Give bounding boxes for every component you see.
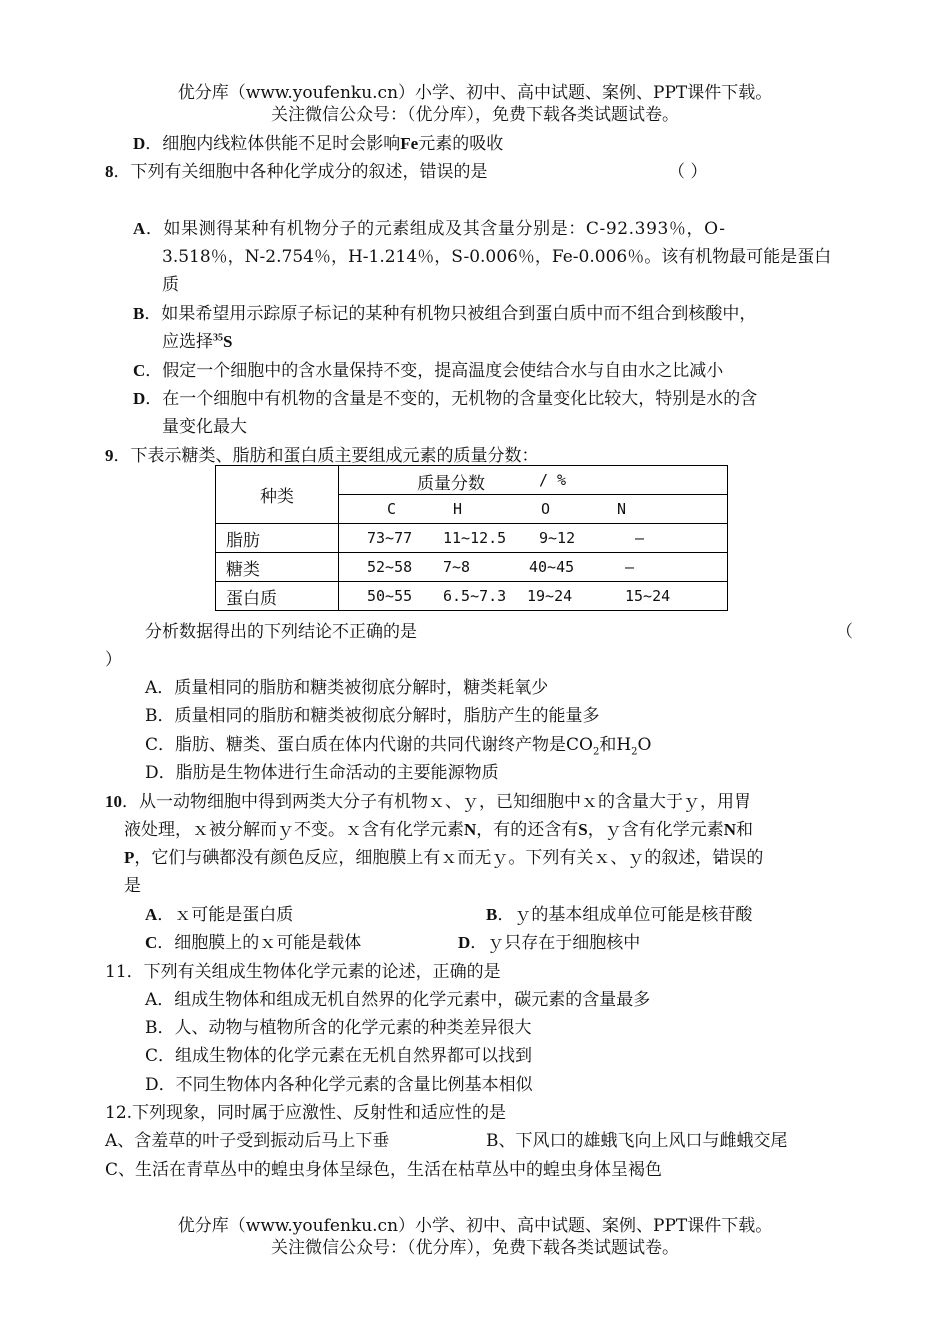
option-letter: C <box>145 1046 159 1066</box>
question-number: 11 <box>105 962 127 982</box>
q8-option-a-line2: 3.518％，N-2.754％，H-1.214％，S-0.006％，Fe-0.006％。该有机物最可能是蛋白 <box>162 247 832 267</box>
table-row <box>216 553 728 582</box>
question-8-stem: 8．下列有关细胞中各种化学成分的叙述，错误的是 <box>105 162 488 182</box>
question-number: 9 <box>105 446 114 465</box>
option-letter: C <box>133 361 146 380</box>
column-header: O <box>541 500 551 518</box>
q10-line1: 10．从一动物细胞中得到两类大分子有机物ｘ、ｙ，已知细胞中ｘ的含量大于ｙ，用胃 <box>105 792 751 812</box>
q8-option-a-line3: 质 <box>162 275 179 295</box>
table-cell: 9~12 <box>539 529 576 547</box>
q9-option-c: C．脂肪、糖类、蛋白质在体内代谢的共同代谢终产物是$CO_2$和$H_2O$ <box>145 735 652 758</box>
q8-option-a-line1: A．如果测得某种有机物分子的元素组成及其含量分别是：C-92.393％，O- <box>133 219 726 239</box>
q9-option-b: B．质量相同的脂肪和糖类被彻底分解时，脂肪产生的能量多 <box>145 706 600 726</box>
q12-option-c: C、生活在青草丛中的蝗虫身体呈绿色，生活在枯草丛中的蝗虫身体呈褐色 <box>105 1160 663 1180</box>
table-row <box>216 582 728 611</box>
q9-option-d: D．脂肪是生物体进行生命活动的主要能源物质 <box>145 763 499 783</box>
column-header: C <box>387 500 397 518</box>
q11-option-d: D．不同生物体内各种化学元素的含量比例基本相似 <box>145 1075 533 1095</box>
row-label: 脂肪 <box>216 524 339 553</box>
option-letter: D <box>458 933 471 952</box>
q11-option-c: C．组成生物体的化学元素在无机自然界都可以找到 <box>145 1046 533 1066</box>
isotope-mass: 35 <box>213 332 223 344</box>
row-label: 糖类 <box>216 553 339 582</box>
table-cell: 73~77 <box>367 529 413 547</box>
q12-option-b: B、下风口的雄蛾飞向上风口与雌蛾交尾 <box>486 1131 788 1151</box>
table-cell: 11~12.5 <box>443 529 507 547</box>
question-number: 10 <box>105 792 122 811</box>
table-cell: 50~55 <box>367 587 413 605</box>
option-letter: B <box>145 706 158 726</box>
question-number: 8 <box>105 162 114 181</box>
option-letter: D <box>145 763 159 783</box>
option-letter: D <box>133 134 146 153</box>
q10-option-a: A．ｘ可能是蛋白质 <box>145 905 294 925</box>
table-cell: — <box>635 529 645 547</box>
option-letter: B <box>486 905 498 924</box>
question-11-stem: 11．下列有关组成生物体化学元素的论述，正确的是 <box>105 962 501 982</box>
table-cell: 40~45 <box>529 558 575 576</box>
q10-option-d: D．ｙ只存在于细胞核中 <box>458 933 641 953</box>
header-line-2: 关注微信公众号：（优分库），免费下载各类试题试卷。 <box>271 105 679 125</box>
prev-option-d: D．细胞内线粒体供能不足时会影响Fe元素的吸收 <box>133 134 504 154</box>
q8-option-b-line2: 应选择$^{35}$S <box>162 332 233 352</box>
table-cell: 7~8 <box>443 558 471 576</box>
answer-paren-close: ） <box>105 650 122 670</box>
footer-line-1: 优分库（www.youfenku.cn）小学、初中、高中试题、案例、PPT课件下载。 <box>177 1216 773 1236</box>
table-group-header: 质量分数 / % <box>339 466 728 495</box>
table-cell: 6.5~7.3 <box>443 587 507 605</box>
table-column-headers <box>339 495 728 524</box>
question-12-stem: 12.下列现象，同时属于应激性、反射性和适应性的是 <box>105 1103 507 1123</box>
q10-line2: 液处理，ｘ被分解而ｙ不变。ｘ含有化学元素N，有的还含有S，ｙ含有化学元素N和 <box>124 820 754 840</box>
option-letter: A <box>145 905 158 924</box>
q8-option-b-line1: B．如果希望用示踪原子标记的某种有机物只被组合到蛋白质中而不组合到核酸中， <box>133 304 757 324</box>
option-letter: D <box>133 389 146 408</box>
q10-line3: P，它们与碘都没有颜色反应，细胞膜上有ｘ而无ｙ。下列有关ｘ、ｙ的叙述，错误的 <box>124 843 763 868</box>
answer-paren: （ ） <box>668 162 708 182</box>
q12-option-a: A、含羞草的叶子受到振动后马上下垂 <box>105 1131 390 1151</box>
table-row <box>216 524 728 553</box>
q8-option-d-line2: 量变化最大 <box>162 417 247 437</box>
column-header: H <box>453 500 463 518</box>
q8-option-d-line1: D．在一个细胞中有机物的含量是不变的，无机物的含量变化比较大，特别是水的含 <box>133 389 758 409</box>
option-letter: D <box>145 1075 159 1095</box>
option-letter: C <box>145 735 159 755</box>
answer-paren-open: （ <box>836 622 853 642</box>
table-row-header: 种类 <box>216 466 339 524</box>
q11-option-b: B．人、动物与植物所含的化学元素的种类差异很大 <box>145 1018 532 1038</box>
footer-line-2: 关注微信公众号：（优分库），免费下载各类试题试卷。 <box>271 1238 679 1258</box>
option-letter: A <box>145 990 158 1010</box>
option-letter: C <box>145 933 158 952</box>
option-letter: B <box>133 304 145 323</box>
option-letter: A <box>133 219 146 238</box>
table-cell: — <box>625 558 635 576</box>
q10-option-b: B．ｙ的基本组成单位可能是核苷酸 <box>486 905 753 925</box>
emphasis-dotted-text: 错误 <box>712 848 747 868</box>
composition-table <box>215 465 728 611</box>
row-label: 蛋白质 <box>216 582 339 611</box>
q9-option-a: A．质量相同的脂肪和糖类被彻底分解时，糖类耗氧少 <box>145 678 549 698</box>
q10-line4: 是 <box>124 876 141 896</box>
table-cell: 15~24 <box>625 587 671 605</box>
option-letter: A <box>145 678 158 698</box>
table-cell: 52~58 <box>367 558 413 576</box>
option-letter: B <box>145 1018 158 1038</box>
q8-option-c: C．假定一个细胞中的含水量保持不变，提高温度会使结合水与自由水之比减小 <box>133 361 724 381</box>
q9-sub-stem: 分析数据得出的下列结论不正确的是 <box>145 622 417 642</box>
column-header: N <box>617 500 627 518</box>
table-cell: 19~24 <box>527 587 573 605</box>
question-9-stem: 9．下表示糖类、脂肪和蛋白质主要组成元素的质量分数： <box>105 446 539 466</box>
q11-option-a: A．组成生物体和组成无机自然界的化学元素中，碳元素的含量最多 <box>145 990 651 1010</box>
q10-option-c: C．细胞膜上的ｘ可能是载体 <box>145 933 362 953</box>
header-line-1: 优分库（www.youfenku.cn）小学、初中、高中试题、案例、PPT课件下载。 <box>177 83 773 103</box>
